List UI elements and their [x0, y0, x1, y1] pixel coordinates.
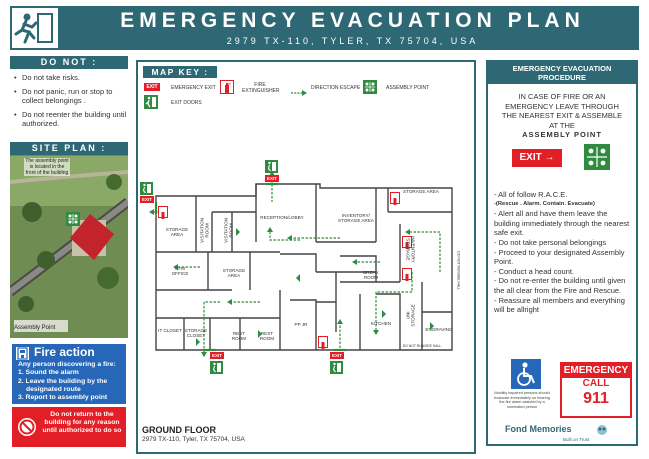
site-plan-section	[10, 142, 128, 331]
header-address: 2979 TX-110, TYLER, TX 75704, USA	[226, 36, 479, 46]
map-exit-door-icon-top	[265, 160, 278, 173]
race-step: - Conduct a head count.	[494, 266, 575, 276]
fire-action-line: designated route	[26, 385, 81, 393]
room-label: CFM OFFICE	[171, 266, 189, 277]
race-step: - Do not re-enter the building until given the all clear from the Fire and Rescue.	[494, 276, 626, 295]
assembly-point-marker	[66, 212, 80, 226]
room-label: REST ROOM	[259, 331, 275, 342]
emergency-call-sign	[560, 362, 632, 418]
brand-logo-icon	[595, 423, 609, 435]
room-label: VISITATION ROOM	[199, 217, 210, 243]
procedure-heading: EMERGENCY EVACUATION PROCEDURE	[488, 62, 636, 84]
race-step: - Alert all and have them leave the building immediately through the nearest safe exit.	[494, 209, 630, 238]
fire-action-box	[12, 344, 126, 404]
room-label: UNI STORAGE	[405, 304, 416, 327]
incase-line: THE NEAREST EXIT & ASSEMBLE	[501, 111, 623, 120]
floor-title: GROUND FLOOR	[142, 425, 216, 435]
map-exit-door-icon-bottom-right	[330, 361, 343, 374]
fire-action-line: 1. Sound the alarm	[18, 369, 79, 377]
emergency-call-line1: EMERGENCY	[563, 365, 629, 376]
emergency-call-number: 911	[583, 390, 609, 407]
map-fire-extinguisher-icon	[402, 268, 412, 280]
do-not-item: • Do not reenter the building until authorized.	[14, 110, 128, 129]
room-label: STORAGE AREA	[222, 268, 246, 279]
room-label: PP JR	[294, 322, 308, 327]
room-label: STORAGE AREA	[403, 189, 439, 194]
incase-assembly-point: ASSEMBLY POINT	[522, 130, 602, 139]
room-label: DO NOT RUN/SEE HALL	[402, 344, 442, 348]
room-label: IT CLOSET	[158, 328, 182, 333]
key-assembly-point-icon	[363, 80, 377, 94]
wheelchair-icon	[511, 359, 541, 389]
brand-tagline: Built on Trust	[563, 437, 590, 442]
no-return-text: Do not return to the building for any reason until authorized to do so	[42, 411, 122, 435]
key-direction-escape-label: DIRECTION ESCAPE	[311, 85, 361, 91]
mobility-note: Mobility impaired persons should evacuate immediately on hearing the fire alarm assisted by a nominated person	[494, 391, 550, 409]
procedure-assembly-icon	[584, 144, 610, 170]
incase-line: EMERGENCY LEAVE THROUGH	[505, 101, 619, 111]
room-label: INVENTORY/ STORAGE AREA	[338, 213, 374, 224]
fire-action-line: 2. Leave the building by the	[18, 377, 108, 385]
key-emergency-exit-label: EMERGENCY EXIT	[171, 85, 216, 91]
header-banner	[10, 6, 639, 50]
room-label: STORAGE CLOSET	[184, 328, 208, 339]
do-not-heading: DO NOT :	[10, 56, 128, 69]
map-exit-sign-left: EXIT	[141, 197, 152, 202]
map-exit-sign-bottom-left: EXIT	[211, 353, 222, 358]
assembly-point-label: Assembly Point	[14, 325, 56, 331]
incase-line: IN CASE OF FIRE OR AN	[518, 92, 606, 101]
room-label: RECEPTION/LOBBY	[260, 215, 304, 220]
floor-address: 2979 TX-110, Tyler, TX 75704, USA	[142, 436, 245, 443]
arrow-right-icon: →	[541, 152, 555, 163]
do-not-section	[10, 56, 128, 133]
no-return-box	[12, 407, 126, 447]
race-intro: - All of follow R.A.C.E.	[494, 190, 568, 199]
room-label: ENGRAVING	[425, 327, 453, 332]
room-label: BREAK ROOM	[363, 270, 379, 281]
race-sub: -(Rescue . Alarm. Contain. Evacuate)	[494, 200, 595, 207]
do-not-item: • Do not panic, run or stop to collect belongings .	[14, 87, 128, 106]
race-step: - Do not take personal belongings	[494, 237, 607, 247]
site-plan-heading: SITE PLAN :	[10, 142, 128, 155]
key-direction-arrow-icon	[290, 84, 308, 102]
prohibited-icon	[17, 417, 37, 437]
race-step: - Reassure all members and everything will be allright	[494, 295, 625, 315]
race-steps	[494, 190, 634, 315]
key-fire-extinguisher-label: FIRE EXTINGUISHER	[242, 82, 280, 94]
key-exit-sign: EXIT	[144, 83, 160, 91]
procedure-exit-text: EXIT	[519, 152, 542, 163]
map-exit-sign-top: EXIT	[266, 176, 277, 181]
fire-action-title: Fire action	[34, 345, 95, 359]
map-exit-door-icon-bottom-left	[210, 361, 223, 374]
race-step: - Proceed to your designated Assembly Point.	[494, 247, 625, 267]
procedure-incase	[492, 92, 632, 140]
room-label: KITCHEN	[370, 321, 392, 326]
room-label: INVENTORY STORAGE	[405, 236, 416, 263]
fire-icon	[16, 347, 29, 360]
key-exit-door-icon	[144, 95, 158, 109]
site-plan-note: The assembly point is located in the front of the building	[25, 158, 69, 176]
room-label: VISITATION ROOM	[223, 217, 234, 243]
key-assembly-point-label: ASSEMBLY POINT	[386, 85, 430, 91]
do-not-item: • Do not take risks.	[14, 73, 128, 83]
emergency-call-line2: CALL	[582, 378, 610, 389]
do-not-list	[10, 69, 128, 129]
map-key-heading: MAP KEY :	[143, 66, 217, 78]
room-label: STORAGE AREA	[165, 227, 189, 238]
page-title: EMERGENCY EVACUATION PLAN	[120, 9, 585, 32]
procedure-exit-sign	[512, 149, 562, 167]
fire-action-line: 3. Report to assembly point	[18, 394, 108, 402]
map-fire-extinguisher-icon	[158, 206, 168, 218]
room-label: DO NOT RUN/SEE HALL	[456, 251, 461, 290]
map-exit-sign-bottom-right: EXIT	[331, 353, 342, 358]
room-label: REST ROOM	[231, 331, 247, 342]
key-exit-doors-label: EXIT DOORS	[171, 100, 202, 106]
brand-name: Fond Memories	[505, 424, 572, 434]
map-exit-door-icon-left	[140, 182, 153, 195]
incase-line: AT THE	[549, 120, 575, 130]
running-man-logo	[10, 6, 60, 50]
fire-action-line: Any person discovering a fire:	[18, 361, 116, 368]
map-fire-extinguisher-icon	[318, 336, 328, 348]
key-fire-extinguisher-icon	[220, 80, 234, 94]
